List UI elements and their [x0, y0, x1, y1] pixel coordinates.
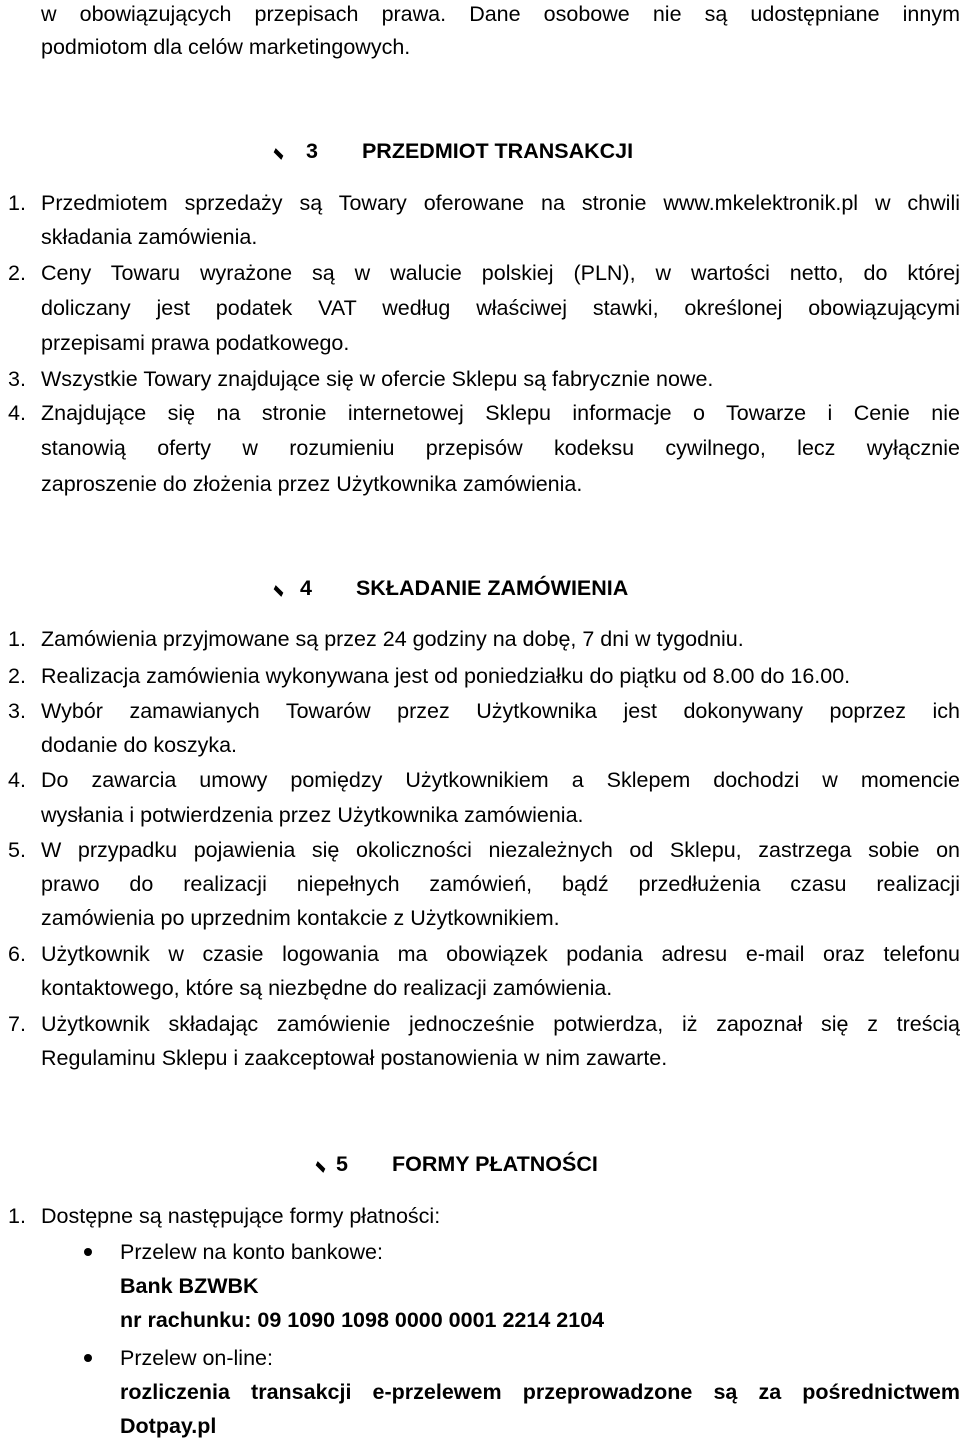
list-number: 1. — [8, 191, 26, 215]
bullet-label: Przelew na konto bankowe: — [120, 1240, 383, 1264]
online-payment-detail: rozliczenia transakcji e-przelewem przeprowadzone są za pośrednictwem — [120, 1380, 960, 1404]
bullet-icon — [84, 1354, 92, 1362]
list-item-line: Do zawarcia umowy pomiędzy Użytkownikiem a Sklepem dochodzi w momencie — [41, 768, 960, 792]
list-item-line: stanowią oferty w rozumieniu przepisów kodeksu cywilnego, lecz wyłącznie — [41, 436, 960, 460]
section-title: SKŁADANIE ZAMÓWIENIA — [355, 576, 629, 600]
bank-account: nr rachunku: 09 1090 1098 0000 0001 2214 2104 — [120, 1308, 605, 1332]
list-item-line: Dostępne są następujące formy płatności: — [41, 1204, 441, 1228]
list-item-line: W przypadku pojawienia się okoliczności niezależnych od Sklepu, zastrzega sobie on — [41, 838, 960, 862]
intro-line: podmiotom dla celów marketingowych. — [41, 35, 411, 59]
list-item-line: Regulaminu Sklepu i zaakceptował postanowienia w nim zawarte. — [41, 1046, 668, 1070]
list-item-line: Realizacja zamówienia wykonywana jest od poniedziałku do piątku od 8.00 do 16.00. — [41, 664, 851, 688]
list-item-line: składania zamówienia. — [41, 225, 258, 249]
section-heading — [272, 137, 633, 165]
list-item-line: Wszystkie Towary znajdujące się w ofercie Sklepu są fabrycznie nowe. — [41, 367, 714, 391]
list-item-line: Wybór zamawianych Towarów przez Użytkownika jest dokonywany poprzez ich — [41, 699, 960, 723]
list-number: 4. — [8, 768, 26, 792]
list-number: 5. — [8, 838, 26, 862]
list-item-line: kontaktowego, które są niezbędne do realizacji zamówienia. — [41, 976, 613, 1000]
list-number: 3. — [8, 699, 26, 723]
section-number: 3 — [306, 139, 318, 163]
bullet-icon — [84, 1248, 92, 1256]
list-item-line: doliczany jest podatek VAT według właściwej stawki, określonej obowiązującymi — [41, 296, 960, 320]
list-item-line: zaproszenie do złożenia przez Użytkownika zamówienia. — [41, 472, 583, 496]
list-number: 2. — [8, 664, 26, 688]
list-item-line: wysłania i potwierdzenia przez Użytkownika zamówienia. — [41, 803, 584, 827]
list-number: 3. — [8, 367, 26, 391]
list-number: 1. — [8, 627, 26, 651]
list-item-line: zamówienia po uprzednim kontakcie z Użytkownikiem. — [41, 906, 560, 930]
section-number: 5 — [336, 1152, 348, 1176]
online-payment-provider: Dotpay.pl — [120, 1414, 217, 1438]
section-heading — [272, 574, 628, 602]
list-item-line: Użytkownik składając zamówienie jednocześnie potwierdza, iż zapoznał się z treścią — [41, 1012, 960, 1036]
list-item-line: dodanie do koszyka. — [41, 733, 238, 757]
check-mark-icon — [272, 577, 294, 599]
intro-line: w obowiązujących przepisach prawa. Dane osobowe nie są udostępniane innym — [41, 2, 960, 26]
section-title: FORMY PŁATNOŚCI — [391, 1152, 598, 1176]
list-number: 4. — [8, 401, 26, 425]
list-number: 2. — [8, 261, 26, 285]
section-number: 4 — [300, 576, 312, 600]
list-item-line: Znajdujące się na stronie internetowej Sklepu informacje o Towarze i Cenie nie — [41, 401, 960, 425]
check-mark-icon — [272, 140, 294, 162]
list-number: 6. — [8, 942, 26, 966]
list-item-line: Użytkownik w czasie logowania ma obowiązek podania adresu e-mail oraz telefonu — [41, 942, 960, 966]
list-item-line: przepisami prawa podatkowego. — [41, 331, 350, 355]
list-number: 7. — [8, 1012, 26, 1036]
list-item-line: prawo do realizacji niepełnych zamówień, bądź przedłużenia czasu realizacji — [41, 872, 960, 896]
list-item-line: Ceny Towaru wyrażone są w walucie polskiej (PLN), w wartości netto, do której — [41, 261, 960, 285]
check-mark-icon — [314, 1153, 336, 1175]
section-heading — [314, 1150, 598, 1178]
bullet-label: Przelew on-line: — [120, 1346, 273, 1370]
section-title: PRZEDMIOT TRANSAKCJI — [361, 139, 634, 163]
list-item-line: Przedmiotem sprzedaży są Towary oferowane na stronie www.mkelektronik.pl w chwili — [41, 191, 960, 215]
list-item-line: Zamówienia przyjmowane są przez 24 godziny na dobę, 7 dni w tygodniu. — [41, 627, 744, 651]
list-number: 1. — [8, 1204, 26, 1228]
bank-name: Bank BZWBK — [120, 1274, 259, 1298]
